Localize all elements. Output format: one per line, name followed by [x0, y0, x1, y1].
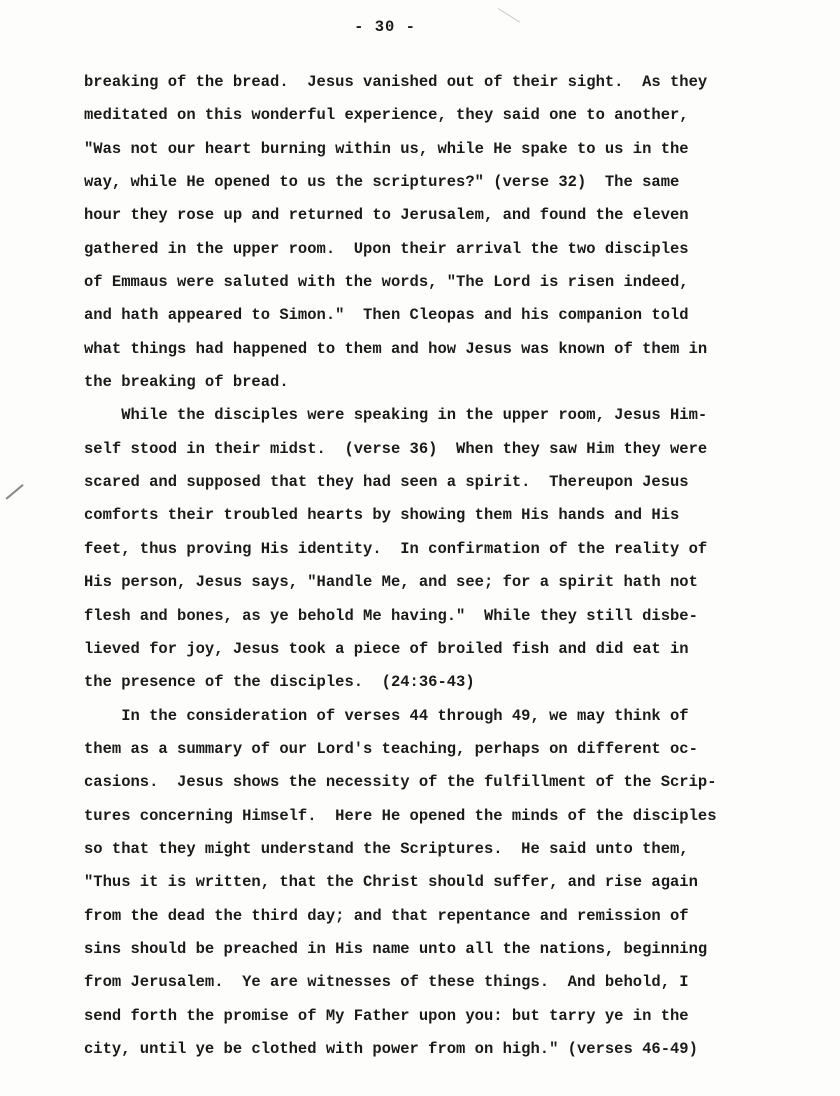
text-line: tures concerning Himself. Here He opened the minds of the disciples — [84, 806, 717, 825]
text-line: feet, thus proving His identity. In confirmation of the reality of — [84, 539, 708, 558]
text-line: scared and supposed that they had seen a spirit. Thereupon Jesus — [84, 473, 689, 492]
text-line: city, until ye be clothed with power from on high." (verses 46-49) — [84, 1039, 698, 1058]
text-line: the presence of the disciples. (24:36-43) — [84, 673, 475, 692]
text-line: lieved for joy, Jesus took a piece of broiled fish and did eat in — [84, 639, 689, 658]
text-line: His person, Jesus says, "Handle Me, and see; for a spirit hath not — [84, 573, 698, 592]
text-line: comforts their troubled hearts by showing them His hands and His — [84, 506, 680, 525]
text-line: meditated on this wonderful experience, they said one to another, — [84, 106, 689, 125]
text-line: way, while He opened to us the scriptures?" (verse 32) The same — [84, 173, 680, 192]
text-line: from the dead the third day; and that repentance and remission of — [84, 906, 689, 925]
body-text — [84, 66, 784, 1066]
text-line: "Thus it is written, that the Christ should suffer, and rise again — [84, 873, 698, 892]
text-line: "Was not our heart burning within us, while He spake to us in the — [84, 139, 689, 158]
text-line: gathered in the upper room. Upon their arrival the two disciples — [84, 239, 689, 258]
text-line: what things had happened to them and how Jesus was known of them in — [84, 339, 708, 358]
text-line: self stood in their midst. (verse 36) When they saw Him they were — [84, 439, 708, 458]
page-number: - 30 - — [354, 18, 416, 36]
text-line: so that they might understand the Scriptures. He said unto them, — [84, 839, 689, 858]
margin-pen-mark — [6, 484, 24, 499]
text-line: them as a summary of our Lord's teaching, perhaps on different oc- — [84, 739, 698, 758]
text-line: While the disciples were speaking in the upper room, Jesus Him- — [84, 406, 708, 425]
text-line: In the consideration of verses 44 through 49, we may think of — [84, 706, 689, 725]
text-line: the breaking of bread. — [84, 373, 289, 392]
text-line: flesh and bones, as ye behold Me having." While they still disbe- — [84, 606, 698, 625]
text-line: casions. Jesus shows the necessity of the fulfillment of the Scrip- — [84, 773, 717, 792]
text-line: breaking of the bread. Jesus vanished out of their sight. As they — [84, 73, 708, 91]
text-line: hour they rose up and returned to Jerusalem, and found the eleven — [84, 206, 689, 225]
text-line: of Emmaus were saluted with the words, "The Lord is risen indeed, — [84, 273, 689, 292]
text-line: sins should be preached in His name unto all the nations, beginning — [84, 939, 708, 958]
text-line: send forth the promise of My Father upon you: but tarry ye in the — [84, 1006, 689, 1025]
text-line: from Jerusalem. Ye are witnesses of these things. And behold, I — [84, 973, 689, 992]
text-line: and hath appeared to Simon." Then Cleopas and his companion told — [84, 306, 689, 325]
